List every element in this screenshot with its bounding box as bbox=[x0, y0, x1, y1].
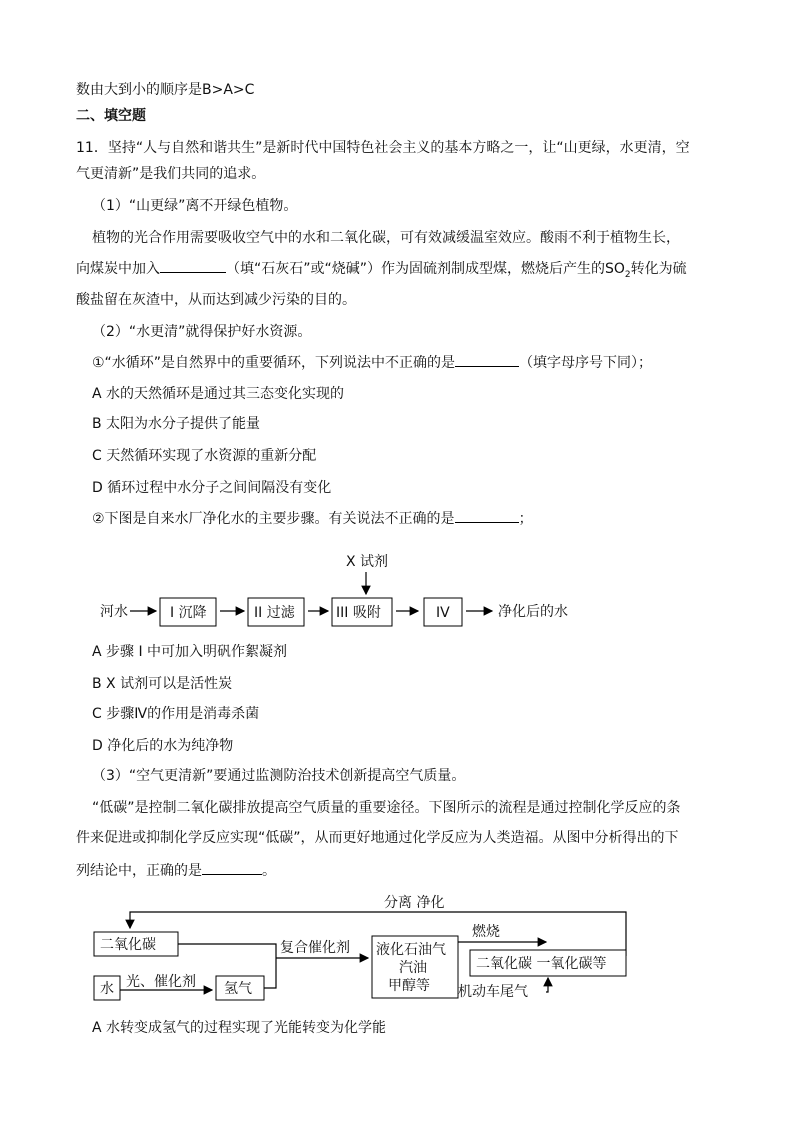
text-segment: ①“水循环”是自然界中的重要循环，下列说法中不正确的是 bbox=[92, 355, 456, 371]
text-segment: （填“石灰石”或“烧碱”）作为固硫剂制成型煤，燃烧后产生的SO bbox=[226, 261, 625, 277]
co2-label: 二氧化碳 bbox=[100, 937, 156, 953]
text-segment: 。 bbox=[262, 863, 276, 879]
step-2-label: II 过滤 bbox=[254, 605, 295, 621]
option-c: C 天然循环实现了水资源的重新分配 bbox=[92, 448, 317, 464]
option-b: B 太阳为水分子提供了能量 bbox=[92, 416, 261, 432]
text-segment: 向煤炭中加入 bbox=[76, 261, 160, 277]
fuels-label-2: 汽油 bbox=[399, 960, 427, 976]
exhaust-label: 机动车尾气 bbox=[458, 984, 528, 1000]
part-1-text-2 bbox=[76, 258, 687, 285]
text-segment: （填字母序号下同）； bbox=[519, 355, 653, 371]
text-segment: 转化为硫 bbox=[630, 261, 687, 277]
step-3-label: III 吸附 bbox=[336, 605, 381, 621]
option-a: A 水的天然循环是通过其三态变化实现的 bbox=[92, 386, 345, 402]
answer-blank[interactable] bbox=[160, 258, 226, 273]
option-d: D 净化后的水为纯净物 bbox=[92, 738, 234, 754]
reagent-label: X 试剂 bbox=[346, 554, 389, 570]
water-purification-diagram bbox=[90, 548, 610, 638]
subscript: 2 bbox=[624, 269, 631, 280]
answer-blank[interactable] bbox=[455, 352, 519, 367]
part-2-question-1 bbox=[92, 352, 652, 373]
fuels-label-1: 液化石油气 bbox=[376, 942, 446, 958]
exhaust-arrow bbox=[546, 978, 548, 992]
output-label: 净化后的水 bbox=[498, 604, 568, 620]
step-4-label: IV bbox=[436, 605, 450, 621]
part-1-text-3: 酸盐留在灰渣中，从而达到减少污染的目的。 bbox=[76, 292, 356, 308]
question-11-line-1: 11．坚持“人与自然和谐共生”是新时代中国特色社会主义的基本方略之一，让“山更绿，水更清，空 bbox=[76, 140, 690, 156]
step-1-label: I 沉降 bbox=[170, 605, 207, 621]
separation-label: 分离 净化 bbox=[384, 895, 445, 911]
question-11-line-2: 气更清新”是我们共同的追求。 bbox=[76, 166, 266, 182]
hydrogen-line bbox=[264, 958, 276, 988]
part-3-text-2: 件来促进或抑制化学反应实现“低碳”，从而更好地通过化学反应为人类造福。从图中分析得出的下 bbox=[76, 830, 679, 846]
text-segment: 列结论中，正确的是 bbox=[76, 863, 202, 879]
text-segment: ②下图是自来水厂净化水的主要步骤。有关说法不正确的是 bbox=[92, 511, 455, 527]
water-label: 水 bbox=[100, 981, 114, 997]
option-a: A 步骤 I 中可加入明矾作絮凝剂 bbox=[92, 644, 288, 660]
text-segment: ； bbox=[518, 511, 533, 527]
co2-line bbox=[178, 944, 276, 958]
part-3-heading: （3）“空气更清新”要通过监测防治技术创新提高空气质量。 bbox=[92, 768, 466, 784]
part-3-text-3 bbox=[76, 860, 276, 881]
source-label: 河水 bbox=[100, 604, 128, 620]
part-3-option-a: A 水转变成氢气的过程实现了光能转变为化学能 bbox=[92, 1020, 387, 1036]
part-1-heading: （1）“山更绿”离不开绿色植物。 bbox=[92, 198, 298, 214]
section-title: 二、填空题 bbox=[76, 108, 146, 124]
products-label: 二氧化碳 一氧化碳等 bbox=[476, 956, 607, 972]
composite-catalyst-label: 复合催化剂 bbox=[280, 940, 350, 956]
option-c: C 步骤Ⅳ的作用是消毒杀菌 bbox=[92, 706, 260, 722]
answer-blank[interactable] bbox=[202, 860, 262, 875]
fuels-label-3: 甲醇等 bbox=[388, 978, 430, 994]
hydrogen-label: 氢气 bbox=[224, 981, 252, 997]
low-carbon-flow-diagram bbox=[90, 890, 650, 1005]
burning-label: 燃烧 bbox=[472, 924, 500, 940]
part-2-heading: （2）“水更清”就得保护好水资源。 bbox=[92, 324, 312, 340]
option-d: D 循环过程中水分子之间间隔没有变化 bbox=[92, 480, 332, 496]
part-3-text-1: “低碳”是控制二氧化碳排放提高空气质量的重要途径。下图所示的流程是通过控制化学反应的条 bbox=[92, 800, 681, 816]
option-b: B X 试剂可以是活性炭 bbox=[92, 676, 233, 692]
light-catalyst-label: 光、催化剂 bbox=[126, 974, 196, 990]
answer-blank[interactable] bbox=[455, 508, 519, 523]
part-1-text-1: 植物的光合作用需要吸收空气中的水和二氧化碳，可有效减缓温室效应。酸雨不利于植物生长， bbox=[92, 230, 680, 246]
text-line: 数由大到小的顺序是B>A>C bbox=[76, 82, 255, 98]
part-2-question-2 bbox=[92, 508, 533, 529]
